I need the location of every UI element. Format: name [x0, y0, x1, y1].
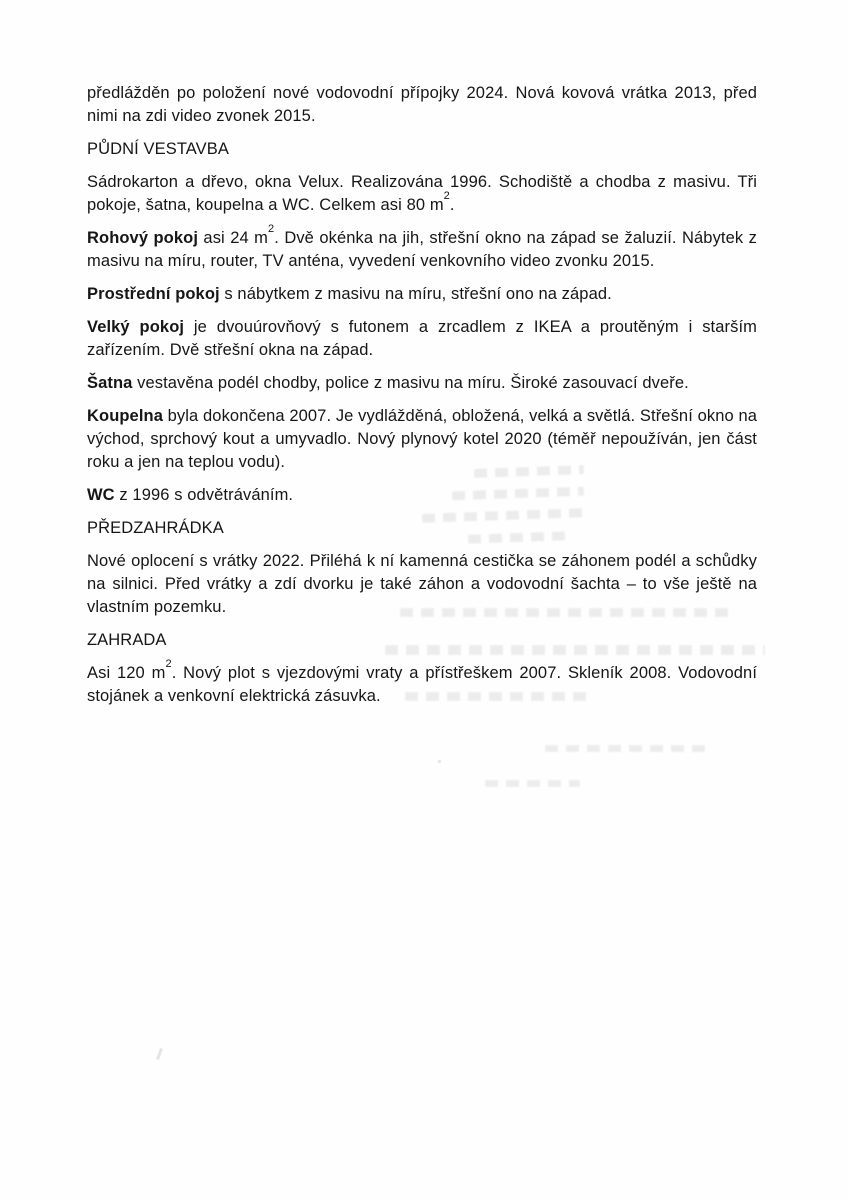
- room-name-bold: Šatna: [87, 374, 133, 392]
- paragraph-text: je dvouúrovňový s futonem a zrcadlem z IKEA a proutěným i starším zařízením. Dvě střešní okna na západ.: [87, 318, 757, 359]
- paragraph-text: .: [449, 196, 455, 214]
- superscript-square-meters: 2: [268, 222, 275, 235]
- room-name-bold: Velký pokoj: [87, 318, 185, 336]
- paragraph-text: z 1996 s odvětráváním.: [114, 486, 294, 504]
- paragraph-text: . Dvě okénka na jih, střešní okno na západ se žaluzií. Nábytek z masivu na míru, router, TV anténa, vyvedení venkovního video zvonku 2015.: [87, 229, 757, 270]
- paragraph-courtyard-continuation: [87, 82, 757, 128]
- paragraph-text: Asi 120 m: [87, 664, 166, 682]
- paragraph-text: vestavěna podél chodby, police z masivu na míru. Široké zasouvací dveře.: [132, 374, 689, 392]
- room-name-bold: Prostřední pokoj: [87, 285, 220, 303]
- superscript-square-meters: 2: [165, 657, 172, 670]
- paragraph-text: Sádrokarton a dřevo, okna Velux. Realizována 1996. Schodiště a chodba z masivu. Tři pokoje, šatna, koupelna a WC. Celkem asi 80 m: [87, 173, 757, 214]
- paragraph-text: předlážděn po položení nové vodovodní přípojky 2024. Nová kovová vrátka 2013, před nimi na zdi video zvonek 2015.: [87, 84, 757, 125]
- room-name-bold: Koupelna: [87, 407, 163, 425]
- room-name-bold: Rohový pokoj: [87, 229, 199, 247]
- paragraph-text: . Nový plot s vjezdovými vraty a přístřeškem 2007. Skleník 2008. Vodovodní stojánek a venkovní elektrická zásuvka.: [87, 664, 757, 705]
- paragraph-text: asi 24 m: [198, 229, 269, 247]
- paragraph-velky-pokoj: [87, 316, 757, 362]
- heading-zahrada: ZAHRADA: [87, 631, 167, 649]
- paragraph-rohovy-pokoj: [87, 222, 757, 273]
- paragraph-satna: [87, 372, 757, 395]
- scan-speck: [156, 1048, 163, 1060]
- paragraph-predzahradka: [87, 550, 757, 619]
- paragraph-prostredni-pokoj: [87, 283, 757, 306]
- paragraph-wc: [87, 484, 757, 507]
- paragraph-attic-construction: [87, 171, 757, 217]
- bleed-through-artifact: [545, 745, 705, 752]
- superscript-square-meters: 2: [443, 189, 450, 202]
- paragraph-text: Nové oplocení s vrátky 2022. Přiléhá k ní kamenná cestička se záhonem podél a schůdky na silnici. Před vrátky a zdí dvorku je také záhon a vodovodní šachta – to vše ještě na vlastním pozemku.: [87, 552, 757, 616]
- document-text-block: [87, 82, 757, 718]
- heading-predzahradka: PŘEDZAHRÁDKA: [87, 519, 224, 537]
- scan-speck: [438, 760, 441, 763]
- paragraph-koupelna: [87, 405, 757, 474]
- paragraph-zahrada: [87, 657, 757, 708]
- room-name-bold: WC: [87, 486, 115, 504]
- paragraph-text: s nábytkem z masivu na míru, střešní ono na západ.: [219, 285, 612, 303]
- heading-pudni-vestavba: PŮDNÍ VESTAVBA: [87, 140, 229, 158]
- paragraph-text: byla dokončena 2007. Je vydlážděná, obložená, velká a světlá. Střešní okno na východ, sprchový kout a umyvadlo. Nový plynový kotel 2020 (téměř nepoužíván, jen část roku a jen na teplou vodu).: [87, 407, 757, 471]
- bleed-through-artifact: [485, 780, 580, 787]
